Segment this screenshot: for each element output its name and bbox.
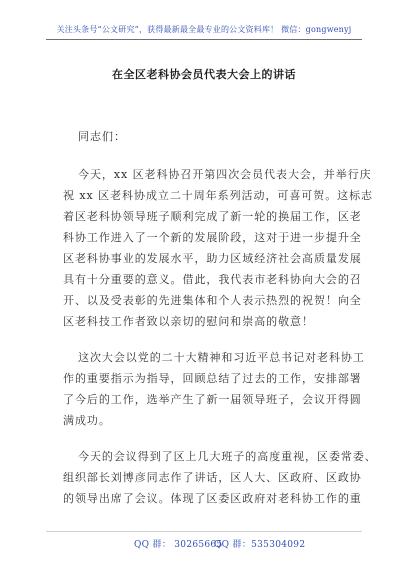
body-line: 祝 xx 区老科协成立二十周年系列活动，可喜可贺。这标志 [63,189,373,202]
document-title: 在全区老科协会员代表大会上的讲话 [112,68,296,81]
header-divider [46,39,362,40]
salutation: 同志们： [78,130,126,143]
body-line: 作的重要指示为指导，回顾总结了过去的工作，安排部署 [63,372,362,385]
body-line: 今天，xx 区老科协召开第四次会员代表大会，并举行庆 [78,168,372,181]
body-line: 科协工作进入了一个新的发展阶段，这对于进一步提升全 [63,231,362,244]
footer-qq-group-1: QQ 群： 30265665 [134,540,223,550]
body-line: 开、以及受表彰的先进集体和个人表示热烈的祝贺！向全 [63,294,362,307]
body-line: 这次大会以党的二十大精神和习近平总书记对老科协工 [78,351,365,364]
body-line: 区老科技工作者致以亲切的慰问和崇高的敬意！ [63,315,314,328]
body-line: 满成功。 [63,414,111,427]
body-line: 具有十分重要的意义。借此，我代表市老科协向大会的召 [63,273,362,286]
body-line: 区老科协事业的发展水平，助力区域经济社会高质量发展 [63,252,362,265]
header-note: 关注头条号“公文研究”，获得最新最全最专业的公文资料库！ 微信：gongwenyj [56,25,352,34]
body-line: 的领导出席了会议。体现了区委区政府对老科协工作的重 [63,492,362,505]
body-line: 着区老科协领导班子顺利完成了新一轮的换届工作，区老 [63,210,362,223]
footer-qq-group-2: QQ 群：535304092 [214,540,306,550]
body-line: 组织部长刘博彦同志作了讲话，区人大、区政府、区政协 [63,471,362,484]
body-line: 今天的会议得到了区上几大班子的高度重视，区委常委、 [78,450,377,463]
footer-divider [46,531,362,532]
body-line: 了今后的工作，选举产生了新一届领导班子，会议开得圆 [63,393,362,406]
